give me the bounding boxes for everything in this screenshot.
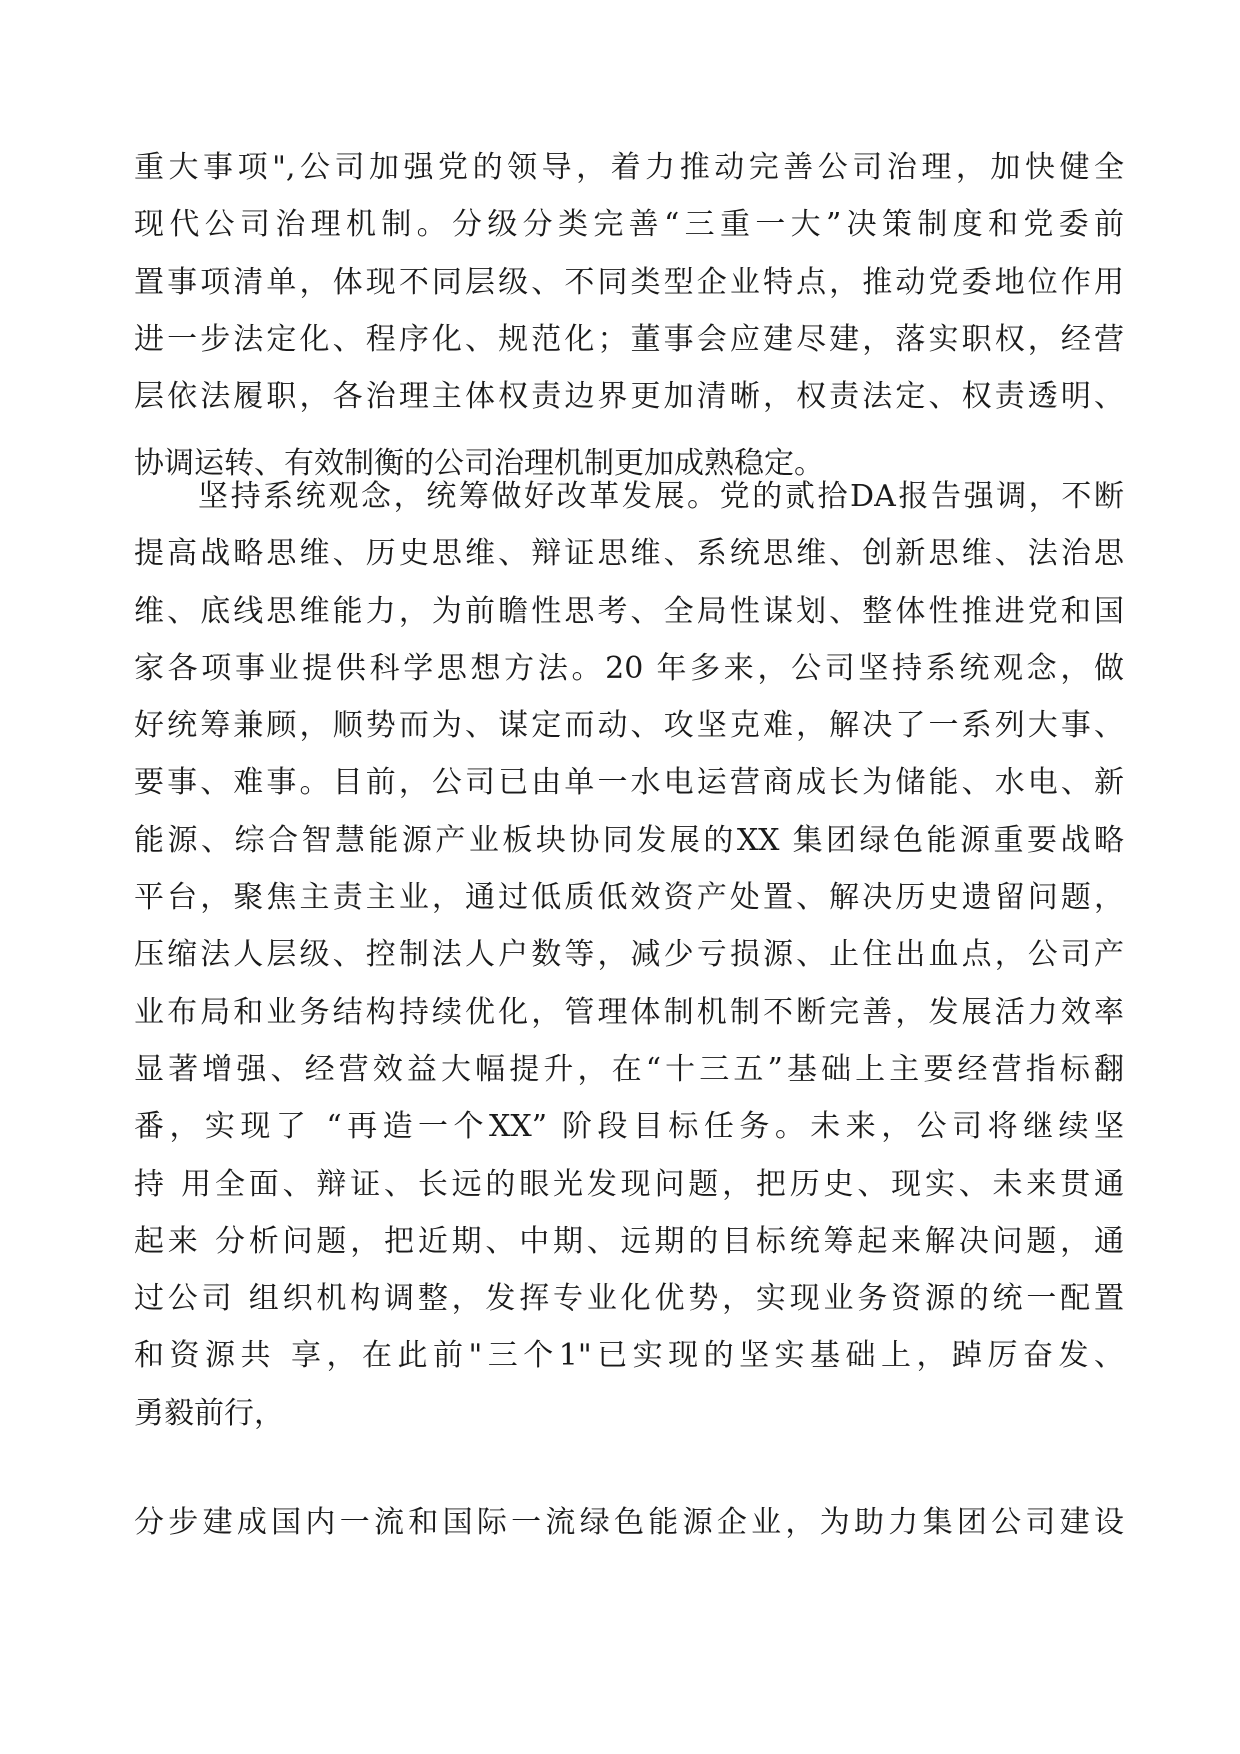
text-line: 进一步法定化、程序化、规范化；董事会应建尽建，落实职权，经营 [134, 321, 1124, 357]
text-line: 提高战略思维、历史思维、辩证思维、系统思维、创新思维、法治思 [134, 536, 1124, 572]
text-line: 业布局和业务结构持续优化，管理体制机制不断完善，发展活力效率 [134, 994, 1124, 1030]
text-line: 协调运转、有效制衡的公司治理机制更加成熟稳定。 [134, 446, 824, 482]
text-line: 平台，聚焦主责主业，通过低质低效资产处置、解决历史遗留问题， [134, 880, 1124, 916]
text-line: 重大事项",公司加强党的领导，着力推动完善公司治理，加快健全 [134, 150, 1124, 185]
text-line: 持 用全面、辩证、长远的眼光发现问题，把历史、现实、未来贯通 [134, 1166, 1124, 1202]
text-line: 好统筹兼顾，顺势而为、谋定而动、攻坚克难，解决了一系列大事、 [134, 708, 1124, 744]
text-line: 置事项清单，体现不同层级、不同类型企业特点，推动党委地位作用 [134, 264, 1124, 300]
text-line: 坚持系统观念，统筹做好改革发展。党的贰拾DA报告强调，不断 [198, 479, 1124, 514]
text-line: 能源、综合智慧能源产业板块协同发展的XX 集团绿色能源重要战略 [134, 822, 1124, 858]
text-line: 显著增强、经营效益大幅提升，在“十三五”基础上主要经营指标翻 [134, 1051, 1124, 1087]
paragraph-governance [134, 139, 1124, 493]
text-line: 现代公司治理机制。分级分类完善“三重一大”决策制度和党委前 [134, 207, 1124, 243]
text-line: 维、底线思维能力，为前瞻性思考、全局性谋划、整体性推进党和国 [134, 593, 1124, 629]
paragraph-system-view [134, 468, 1124, 1442]
text-line: 分步建成国内一流和国际一流绿色能源企业，为助力集团公司建设 [134, 1505, 1124, 1540]
text-line: 压缩法人层级、控制法人户数等，减少亏损源、止住出血点，公司产 [134, 937, 1124, 973]
text-line: 家各项事业提供科学思想方法。20 年多来，公司坚持系统观念，做 [134, 650, 1124, 686]
text-line: 过公司 组织机构调整，发挥专业化优势，实现业务资源的统一配置 [134, 1281, 1124, 1317]
text-line: 要事、难事。目前，公司已由单一水电运营商成长为储能、水电、新 [134, 765, 1124, 801]
paragraph-continuation [134, 1494, 1124, 1551]
text-line: 起来 分析问题，把近期、中期、远期的目标统筹起来解决问题，通 [134, 1223, 1124, 1259]
text-line: 勇毅前行， [134, 1395, 284, 1431]
text-line: 层依法履职，各治理主体权责边界更加清晰，权责法定、权责透明、 [134, 379, 1124, 415]
text-line: 番，实现了 “再造一个XX” 阶段目标任务。未来，公司将继续坚 [134, 1109, 1124, 1145]
text-line: 和资源共 享，在此前"三个1"已实现的坚实基础上，踔厉奋发、 [134, 1338, 1124, 1374]
